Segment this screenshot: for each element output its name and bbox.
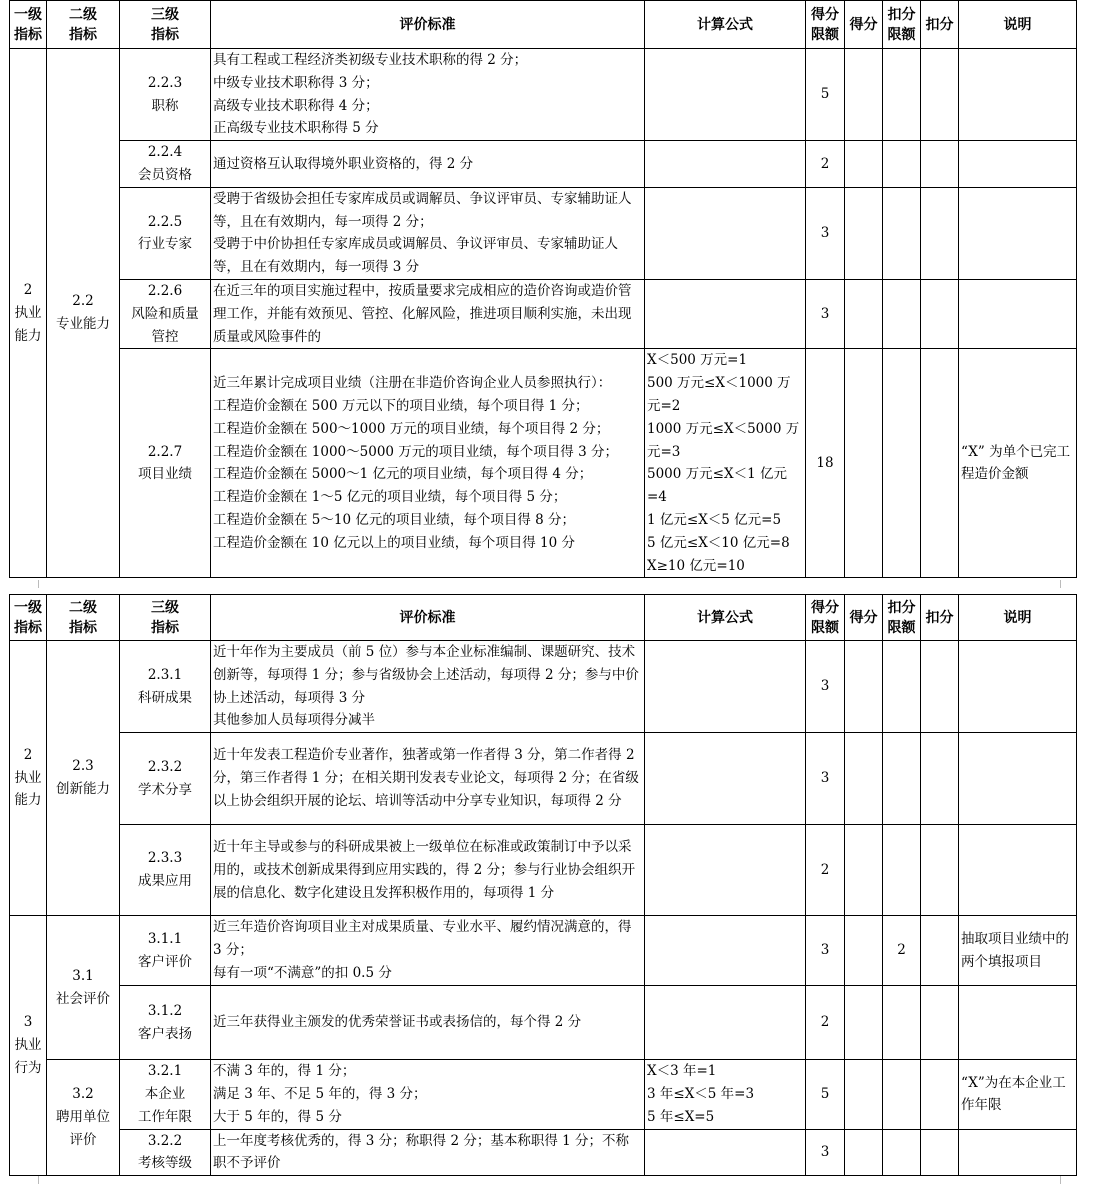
criteria-cell: 不满 3 年的，得 1 分； 满足 3 年、不足 5 年的，得 3 分； 大于 5 年的，得 5 分: [211, 1060, 645, 1129]
formula-cell: [645, 916, 806, 986]
level1-cell: 3 执业 行为: [10, 916, 47, 1176]
table-row: [10, 1129, 1077, 1176]
score-cell: [845, 733, 883, 825]
formula-cell: [645, 986, 806, 1060]
max-score-cell: 2: [806, 825, 845, 916]
table-row: [10, 641, 1077, 733]
level3-cell: 2.2.5 行业专家: [120, 187, 211, 279]
criteria-cell: 近十年发表工程造价专业著作，独著或第一作者得 3 分，第二作者得 2 分，第三作者得 1 分；在相关期刊发表专业论文，每项得 2 分；在省级以上协会组织开展的论坛、培训等活动中分享专业知识，每项得 2 分: [211, 733, 645, 825]
deduct-cell: [921, 825, 959, 916]
max-score-cell: 3: [806, 641, 845, 733]
level2-cell: 3.2 聘用单位 评价: [47, 1060, 120, 1176]
header-max-deduct: 扣分 限额: [883, 595, 921, 641]
note-cell: [959, 825, 1077, 916]
formula-cell: [645, 279, 806, 348]
score-cell: [845, 279, 883, 348]
criteria-cell: 上一年度考核优秀的，得 3 分；称职得 2 分；基本称职得 1 分；不称职不予评价: [211, 1129, 645, 1176]
deduct-cell: [921, 349, 959, 578]
header-level2: 二级 指标: [47, 595, 120, 641]
table-row: [10, 986, 1077, 1060]
page-divider-mark: [38, 1176, 39, 1184]
score-cell: [845, 1129, 883, 1176]
table-row: [10, 916, 1077, 986]
max-deduct-cell: 2: [883, 916, 921, 986]
header-criteria: 评价标准: [211, 1, 645, 49]
header-row: [10, 1, 1077, 49]
note-cell: [959, 49, 1077, 141]
criteria-cell: 具有工程或工程经济类初级专业技术职称的得 2 分； 中级专业技术职称得 3 分； 高级专业技术职称得 4 分； 正高级专业技术职称得 5 分: [211, 49, 645, 141]
page-divider-mark: [38, 580, 39, 588]
note-cell: “X” 为单个已完工程造价金额: [959, 349, 1077, 578]
header-deduct: 扣分: [921, 595, 959, 641]
level3-cell: 2.2.6 风险和质量 管控: [120, 279, 211, 348]
note-cell: [959, 641, 1077, 733]
header-level3: 三级 指标: [120, 595, 211, 641]
level3-cell: 3.1.1 客户评价: [120, 916, 211, 986]
deduct-cell: [921, 1060, 959, 1129]
header-level1: 一级 指标: [10, 595, 47, 641]
score-cell: [845, 825, 883, 916]
deduct-cell: [921, 641, 959, 733]
table-row: [10, 825, 1077, 916]
level3-cell: 2.3.1 科研成果: [120, 641, 211, 733]
formula-cell: X＜500 万元=1 500 万元≤X＜1000 万元=2 1000 万元≤X＜5000 万元=3 5000 万元≤X＜1 亿元=4 1 亿元≤X＜5 亿元=5 5 亿元≤X＜10 亿元=8 X≥10 亿元=10: [645, 349, 806, 578]
deduct-cell: [921, 279, 959, 348]
header-note: 说明: [959, 1, 1077, 49]
formula-cell: [645, 49, 806, 141]
header-max-score: 得分 限额: [806, 1, 845, 49]
deduct-cell: [921, 141, 959, 188]
note-cell: [959, 141, 1077, 188]
note-cell: [959, 986, 1077, 1060]
deduct-cell: [921, 733, 959, 825]
level3-cell: 2.2.3 职称: [120, 49, 211, 141]
header-level1: 一级 指标: [10, 1, 47, 49]
deduct-cell: [921, 1129, 959, 1176]
header-criteria: 评价标准: [211, 595, 645, 641]
max-deduct-cell: [883, 733, 921, 825]
formula-cell: X＜3 年=1 3 年≤X＜5 年=3 5 年≤X=5: [645, 1060, 806, 1129]
max-score-cell: 2: [806, 986, 845, 1060]
score-cell: [845, 986, 883, 1060]
max-score-cell: 18: [806, 349, 845, 578]
level1-cell: 2 执业 能力: [10, 641, 47, 916]
evaluation-table-1: [9, 0, 1077, 578]
max-score-cell: 2: [806, 141, 845, 188]
max-deduct-cell: [883, 1129, 921, 1176]
max-score-cell: 5: [806, 49, 845, 141]
criteria-cell: 受聘于省级协会担任专家库成员或调解员、争议评审员、专家辅助证人等，且在有效期内，每一项得 2 分； 受聘于中价协担任专家库成员或调解员、争议评审员、专家辅助证人等，且在有效期内，每一项得 3 分: [211, 187, 645, 279]
level3-cell: 3.2.2 考核等级: [120, 1129, 211, 1176]
header-row: [10, 595, 1077, 641]
level3-cell: 2.2.7 项目业绩: [120, 349, 211, 578]
score-cell: [845, 1060, 883, 1129]
formula-cell: [645, 141, 806, 188]
formula-cell: [645, 825, 806, 916]
table-row: [10, 279, 1077, 348]
criteria-cell: 近三年造价咨询项目业主对成果质量、专业水平、履约情况满意的，得 3 分； 每有一项“不满意”的扣 0.5 分: [211, 916, 645, 986]
header-score: 得分: [845, 595, 883, 641]
formula-cell: [645, 1129, 806, 1176]
score-cell: [845, 49, 883, 141]
header-deduct: 扣分: [921, 1, 959, 49]
max-score-cell: 3: [806, 187, 845, 279]
table-row: [10, 141, 1077, 188]
max-score-cell: 3: [806, 733, 845, 825]
level2-cell: 2.2 专业能力: [47, 49, 120, 578]
page-divider-mark: [1060, 1176, 1061, 1184]
level3-cell: 3.1.2 客户表扬: [120, 986, 211, 1060]
table-row: [10, 49, 1077, 141]
criteria-cell: 近十年作为主要成员（前 5 位）参与本企业标准编制、课题研究、技术创新等，每项得 1 分；参与省级协会上述活动，每项得 2 分；参与中价协上述活动，每项得 3 分 其他参加人员每项得分减半: [211, 641, 645, 733]
max-score-cell: 3: [806, 1129, 845, 1176]
max-deduct-cell: [883, 49, 921, 141]
table-row: [10, 1060, 1077, 1129]
formula-cell: [645, 733, 806, 825]
page-divider-mark: [1060, 580, 1061, 588]
formula-cell: [645, 641, 806, 733]
level3-cell: 2.3.2 学术分享: [120, 733, 211, 825]
level1-cell: 2 执业 能力: [10, 49, 47, 578]
max-deduct-cell: [883, 641, 921, 733]
level3-cell: 2.3.3 成果应用: [120, 825, 211, 916]
note-cell: [959, 1129, 1077, 1176]
max-deduct-cell: [883, 986, 921, 1060]
note-cell: [959, 733, 1077, 825]
header-level2: 二级 指标: [47, 1, 120, 49]
criteria-cell: 在近三年的项目实施过程中，按质量要求完成相应的造价咨询或造价管理工作，并能有效预见、管控、化解风险，推进项目顺利实施，未出现质量或风险事件的: [211, 279, 645, 348]
level2-cell: 2.3 创新能力: [47, 641, 120, 916]
criteria-cell: 近三年获得业主颁发的优秀荣誉证书或表扬信的，每个得 2 分: [211, 986, 645, 1060]
max-deduct-cell: [883, 141, 921, 188]
max-deduct-cell: [883, 1060, 921, 1129]
max-deduct-cell: [883, 279, 921, 348]
max-score-cell: 3: [806, 916, 845, 986]
header-score: 得分: [845, 1, 883, 49]
header-note: 说明: [959, 595, 1077, 641]
deduct-cell: [921, 187, 959, 279]
evaluation-table-2: [9, 594, 1077, 1176]
note-cell: “X”为在本企业工作年限: [959, 1060, 1077, 1129]
score-cell: [845, 187, 883, 279]
table-row: [10, 733, 1077, 825]
note-cell: [959, 279, 1077, 348]
score-cell: [845, 916, 883, 986]
deduct-cell: [921, 916, 959, 986]
score-cell: [845, 641, 883, 733]
criteria-cell: 近十年主导或参与的科研成果被上一级单位在标准或政策制订中予以采用的，或技术创新成果得到应用实践的，得 2 分；参与行业协会组织开展的信息化、数字化建设且发挥积极作用的，每项得 1 分: [211, 825, 645, 916]
level3-cell: 3.2.1 本企业 工作年限: [120, 1060, 211, 1129]
header-max-score: 得分 限额: [806, 595, 845, 641]
max-deduct-cell: [883, 187, 921, 279]
score-cell: [845, 141, 883, 188]
formula-cell: [645, 187, 806, 279]
note-cell: [959, 187, 1077, 279]
level2-cell: 3.1 社会评价: [47, 916, 120, 1060]
deduct-cell: [921, 49, 959, 141]
max-deduct-cell: [883, 825, 921, 916]
table-row: [10, 349, 1077, 578]
note-cell: 抽取项目业绩中的两个填报项目: [959, 916, 1077, 986]
level3-cell: 2.2.4 会员资格: [120, 141, 211, 188]
score-cell: [845, 349, 883, 578]
criteria-cell: 通过资格互认取得境外职业资格的，得 2 分: [211, 141, 645, 188]
header-formula: 计算公式: [645, 1, 806, 49]
deduct-cell: [921, 986, 959, 1060]
header-max-deduct: 扣分 限额: [883, 1, 921, 49]
criteria-cell: 近三年累计完成项目业绩（注册在非造价咨询企业人员参照执行）： 工程造价金额在 500 万元以下的项目业绩，每个项目得 1 分； 工程造价金额在 500～1000 万元的项目业绩，每个项目得 2 分； 工程造价金额在 1000～5000 万元的项目业绩，每个项目得 3 分； 工程造价金额在 5000～1 亿元的项目业绩，每个项目得 4 分； 工程造价金额在 1～5 亿元的项目业绩，每个项目得 5 分； 工程造价金额在 5～10 亿元的项目业绩，每个项目得 8 分； 工程造价金额在 10 亿元以上的项目业绩，每个项目得 10 分: [211, 349, 645, 578]
header-level3: 三级 指标: [120, 1, 211, 49]
table-row: [10, 187, 1077, 279]
max-deduct-cell: [883, 349, 921, 578]
max-score-cell: 5: [806, 1060, 845, 1129]
header-formula: 计算公式: [645, 595, 806, 641]
max-score-cell: 3: [806, 279, 845, 348]
